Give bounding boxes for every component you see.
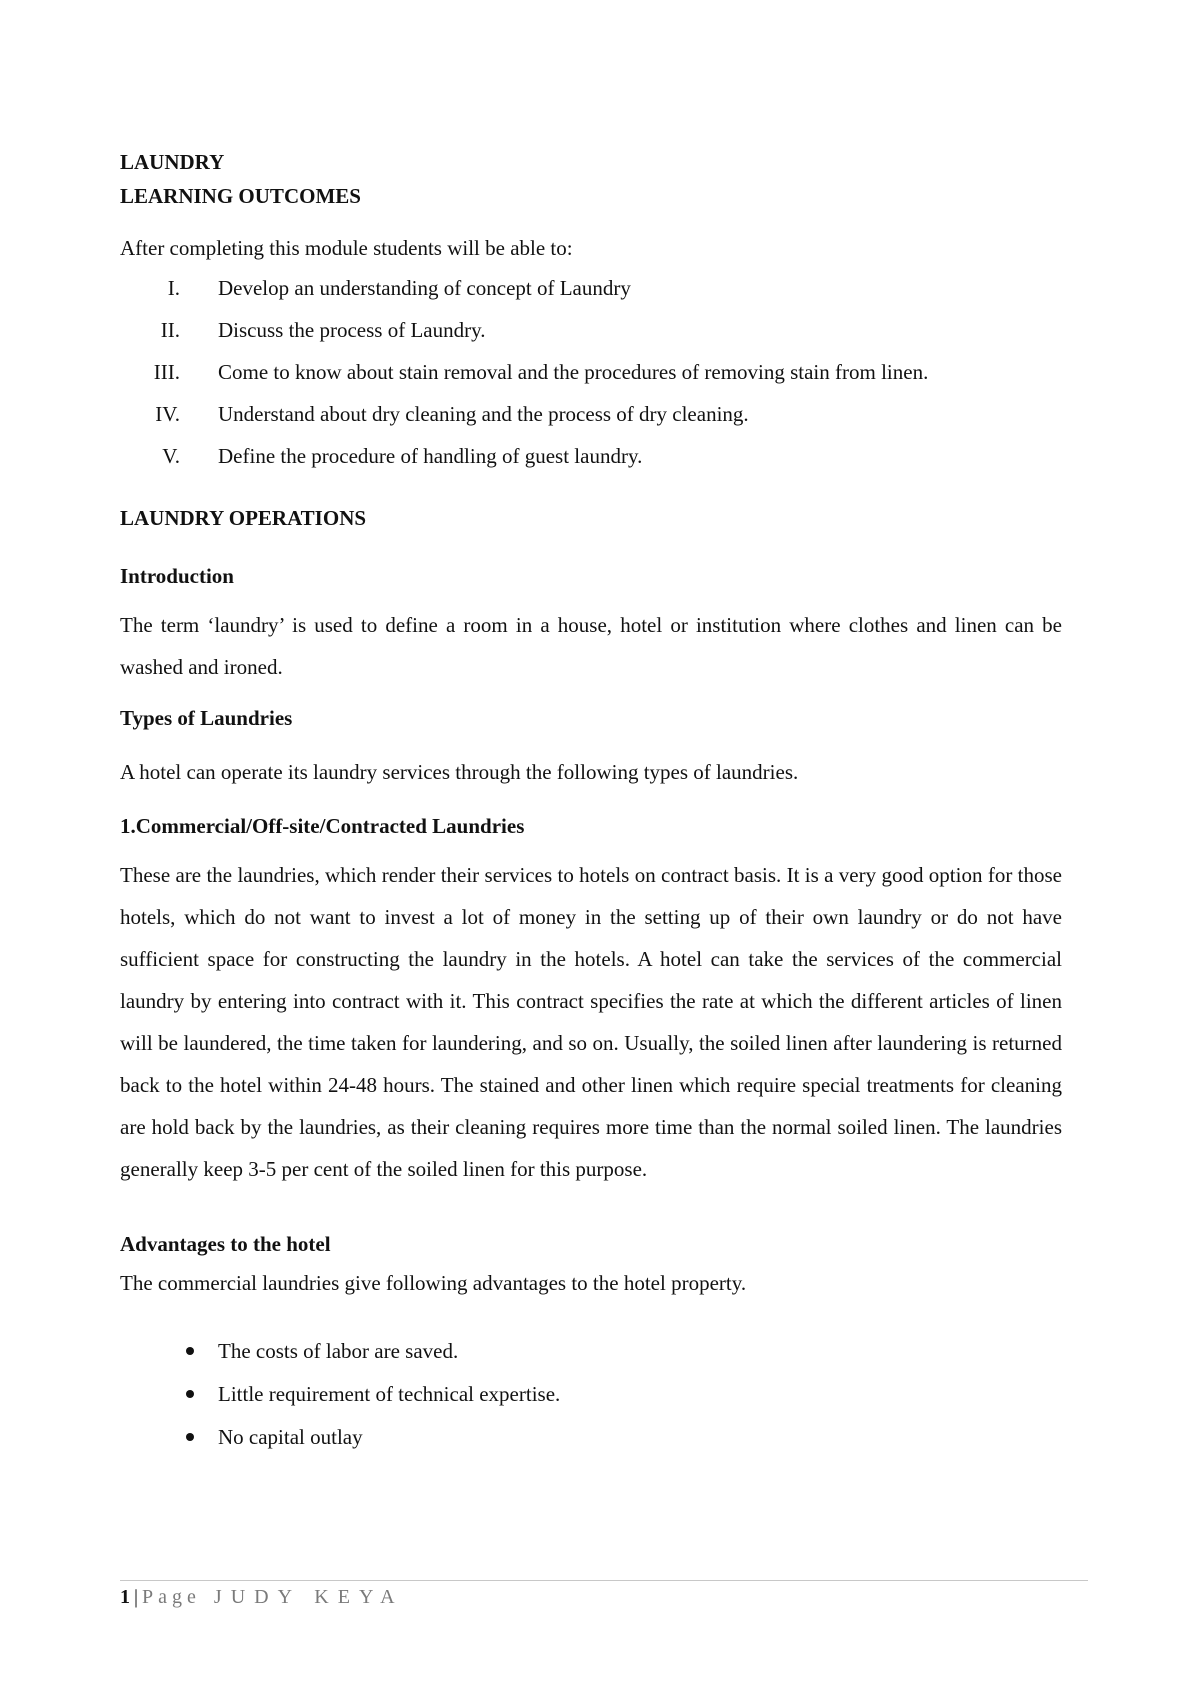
list-item-text: Little requirement of technical expertise. xyxy=(218,1382,561,1406)
footer-author: JUDY KEYA xyxy=(213,1586,404,1608)
list-item-number: V. xyxy=(162,444,180,468)
list-item-number: IV. xyxy=(155,402,180,426)
footer-divider xyxy=(120,1580,1088,1581)
document-title: LAUNDRY xyxy=(120,150,225,174)
list-item xyxy=(120,400,1062,442)
list-item xyxy=(120,274,1062,316)
introduction-heading: Introduction xyxy=(120,564,234,588)
list-item xyxy=(120,1380,1062,1423)
list-item xyxy=(120,1337,1062,1380)
list-item-text: Come to know about stain removal and the procedures of removing stain from linen. xyxy=(218,360,929,384)
page-footer xyxy=(120,1585,404,1609)
list-item-number: I. xyxy=(167,276,180,300)
list-item-text: The costs of labor are saved. xyxy=(218,1339,459,1363)
list-item-text: No capital outlay xyxy=(218,1425,363,1449)
bullet-icon xyxy=(186,1390,194,1398)
footer-separator: | xyxy=(134,1586,139,1608)
page-number: 1 xyxy=(120,1586,130,1608)
list-item-number: III. xyxy=(153,360,180,384)
list-item xyxy=(120,358,1062,400)
list-item-text: Develop an understanding of concept of Laundry xyxy=(218,276,631,300)
list-item xyxy=(120,1423,1062,1466)
introduction-paragraph: The term ‘laundry’ is used to define a room in a house, hotel or institution where clothes and linen can be washed and ironed. xyxy=(120,613,1062,679)
page-label: Page xyxy=(142,1586,201,1608)
advantages-list xyxy=(120,1337,1062,1466)
laundry-operations-heading: LAUNDRY OPERATIONS xyxy=(120,506,367,530)
bullet-icon xyxy=(186,1433,194,1441)
list-item xyxy=(120,442,1062,484)
types-paragraph: A hotel can operate its laundry services through the following types of laundries. xyxy=(120,760,799,784)
list-item-number: II. xyxy=(160,318,180,342)
commercial-laundries-heading: 1.Commercial/Off-site/Contracted Laundries xyxy=(120,814,525,838)
list-item-text: Understand about dry cleaning and the process of dry cleaning. xyxy=(218,402,749,426)
advantages-intro: The commercial laundries give following advantages to the hotel property. xyxy=(120,1271,747,1295)
types-heading: Types of Laundries xyxy=(120,706,293,730)
outcomes-intro: After completing this module students will be able to: xyxy=(120,236,573,260)
list-item xyxy=(120,316,1062,358)
bullet-icon xyxy=(186,1347,194,1355)
document-page xyxy=(120,148,1062,1466)
outcomes-list xyxy=(120,274,1062,484)
advantages-heading: Advantages to the hotel xyxy=(120,1232,331,1256)
commercial-laundries-paragraph: These are the laundries, which render their services to hotels on contract basis. It is a very good option for those hotels, which do not want to invest a lot of money in the setting up of their own laundry or do not have sufficient space for constructing the laundry in the hotels. A hotel can take the services of the commercial laundry by entering into contract with it. This contract specifies the rate at which the different articles of linen will be laundered, the time taken for laundering, and so on. Usually, the soiled linen after laundering is returned back to the hotel within 24-48 hours. The stained and other linen which require special treatments for cleaning are hold back by the laundries, as their cleaning requires more time than the normal soiled linen. The laundries generally keep 3-5 per cent of the soiled linen for this purpose. xyxy=(120,863,1062,1181)
learning-outcomes-heading: LEARNING OUTCOMES xyxy=(120,184,361,208)
list-item-text: Discuss the process of Laundry. xyxy=(218,318,486,342)
list-item-text: Define the procedure of handling of guest laundry. xyxy=(218,444,643,468)
